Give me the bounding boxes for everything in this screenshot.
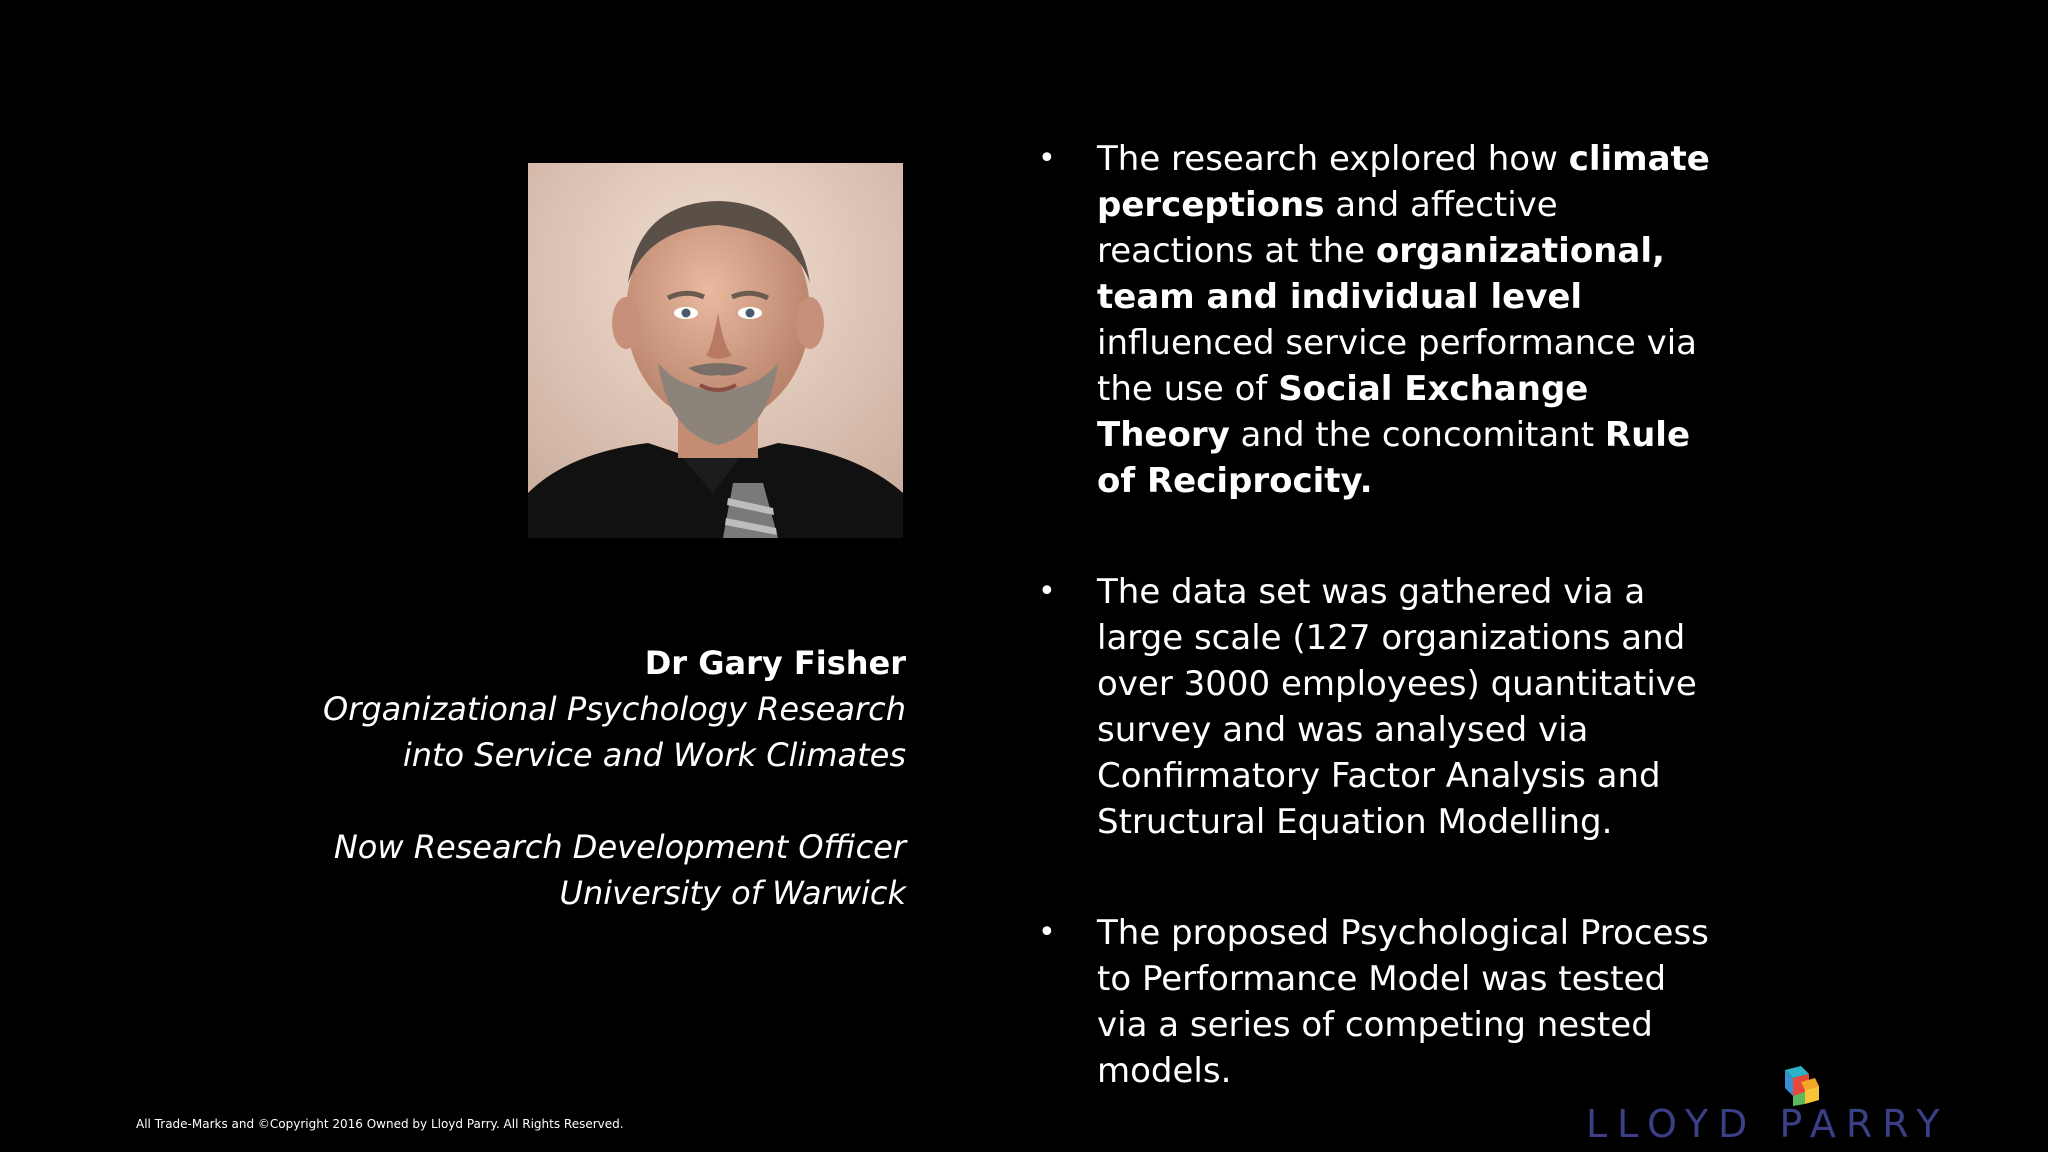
person-title-line2: into Service and Work Climates	[402, 736, 906, 774]
caption-spacer	[300, 778, 906, 824]
bullet-dot-icon: •	[1038, 141, 1056, 176]
bullet-segment: and the concomitant	[1229, 415, 1605, 455]
person-title-line1: Organizational Psychology Research	[323, 690, 906, 728]
cube-logo-icon	[1775, 1066, 1819, 1106]
bullet-item	[1030, 136, 1720, 504]
bullet-segment: The proposed Psychological Process to Performance Model was tested via a series of competing nested models.	[1097, 913, 1709, 1091]
bullet-text	[1097, 572, 1697, 842]
bullet-segment: influenced service performance via the use of	[1097, 323, 1697, 409]
portrait-photo	[528, 163, 903, 538]
bullet-item	[1030, 569, 1720, 845]
person-caption	[300, 640, 906, 916]
bullet-segment-bold: Social Exchange Theory	[1097, 369, 1589, 455]
bullet-dot-icon: •	[1038, 915, 1056, 950]
logo-wordmark: LLOYD PARRY	[1586, 1102, 1950, 1146]
copyright-footer: All Trade-Marks and ©Copyright 2016 Owned by Lloyd Parry. All Rights Reserved.	[136, 1117, 624, 1131]
bullet-text	[1097, 913, 1709, 1091]
bullet-text	[1097, 139, 1710, 501]
person-role-line1: Now Research Development Officer	[333, 828, 906, 866]
bullet-segment-bold: organizational, team and individual level	[1097, 231, 1665, 317]
bullet-segment: The data set was gathered via a large scale (127 organizations and over 3000 employees) quantitative survey and was analysed via Confirmatory Factor Analysis and Structural Equation Modelling.	[1097, 572, 1697, 842]
person-name: Dr Gary Fisher	[644, 644, 906, 682]
bullet-segment-bold: climate perceptions	[1097, 139, 1710, 225]
bullet-segment: and affective reactions at the	[1097, 185, 1558, 271]
bullet-list	[1030, 136, 1720, 1094]
lloyd-parry-logo	[1580, 1066, 2000, 1146]
bullet-segment-bold: Rule of Reciprocity.	[1097, 415, 1691, 501]
bullet-segment: The research explored how	[1097, 139, 1569, 179]
person-role-line2: University of Warwick	[559, 874, 906, 912]
portrait-illustration	[528, 163, 903, 538]
bullet-dot-icon: •	[1038, 574, 1056, 609]
